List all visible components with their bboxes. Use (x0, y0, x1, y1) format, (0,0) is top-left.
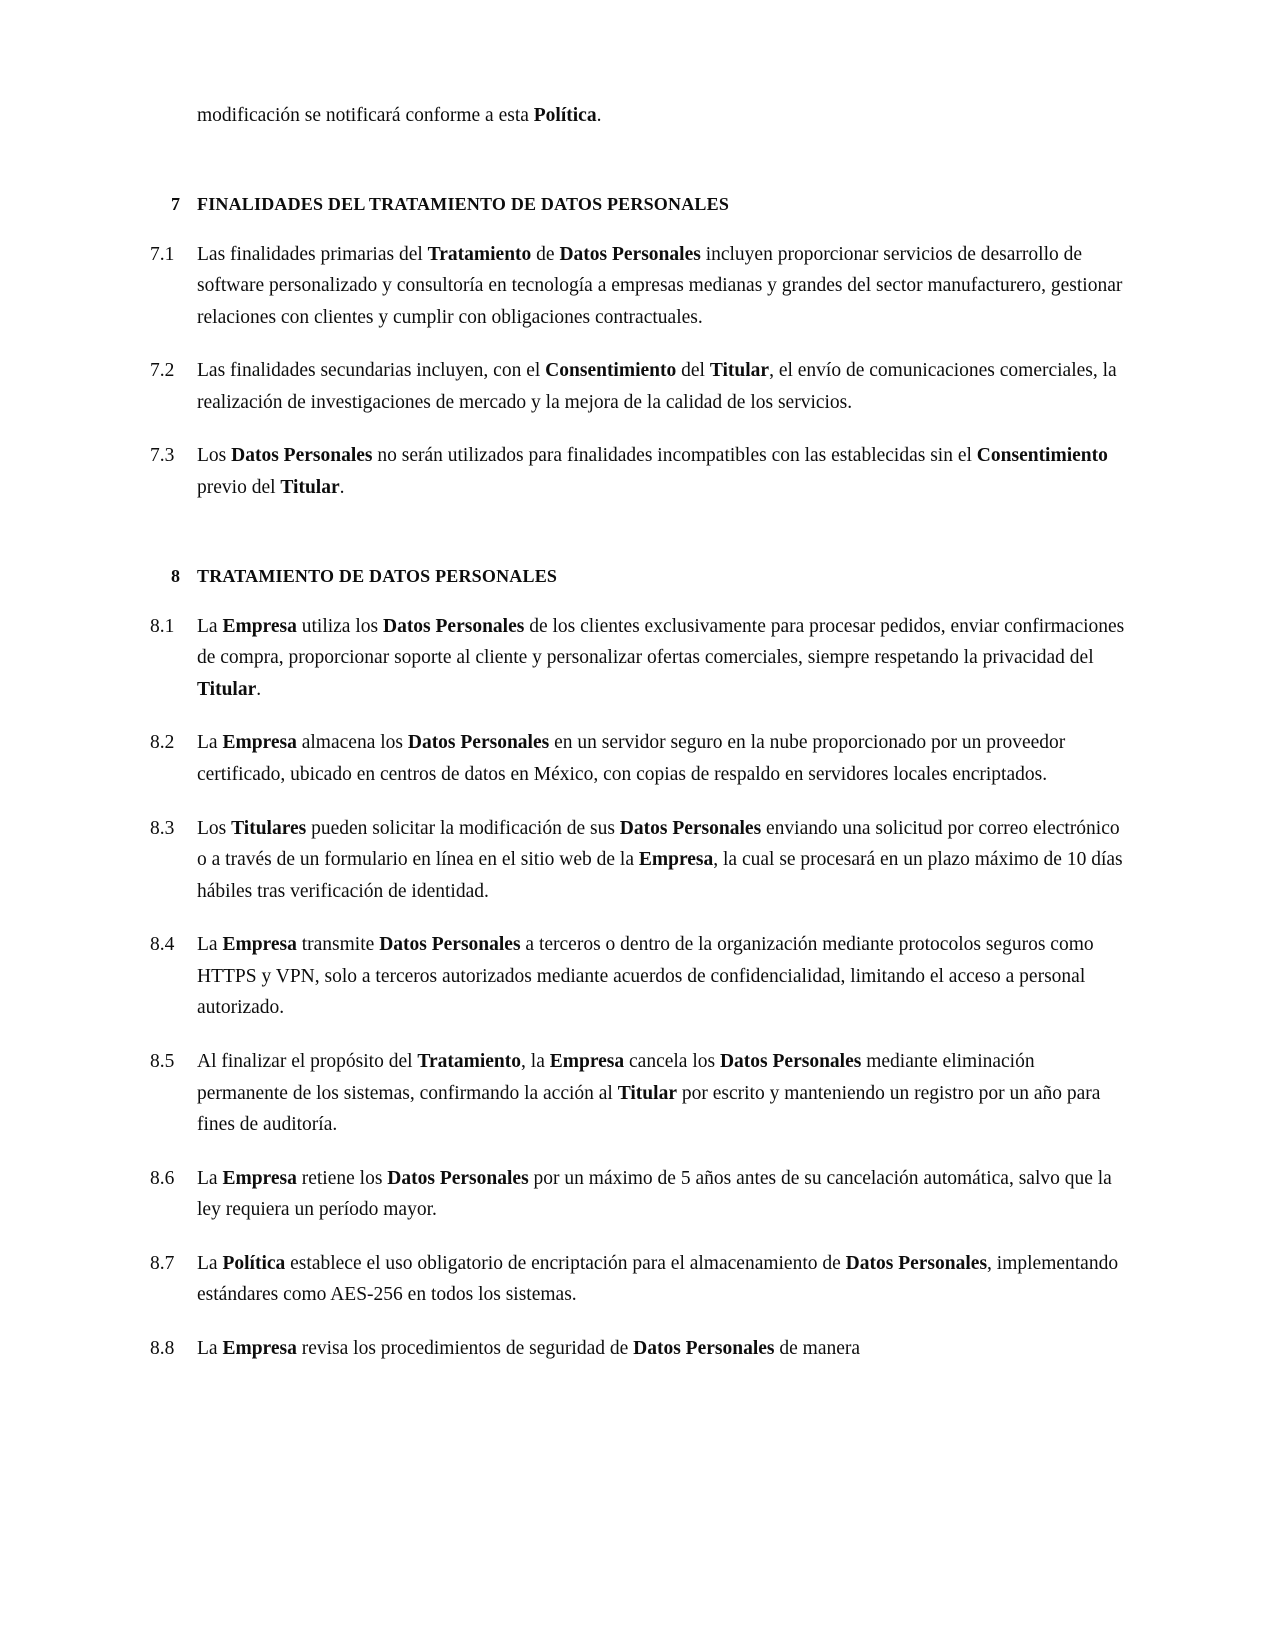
clause-number-7-3: 7.3 (150, 445, 175, 467)
spacer-after-heading-8 (150, 587, 1125, 611)
text-run: . (256, 678, 262, 700)
clause-number-7-2: 7.2 (150, 360, 175, 382)
text-run: almacena los (296, 732, 408, 754)
spacer-8-1 (150, 705, 1125, 727)
clause-7-1 (150, 239, 1125, 334)
clause-text-8-5 (197, 1046, 1125, 1141)
section-number-7: 7 (171, 193, 180, 214)
section-title-8: TRATAMIENTO DE DATOS PERSONALES (197, 565, 558, 586)
clause-7-2 (150, 355, 1125, 418)
text-run: Las finalidades secundarias incluyen, con el (197, 360, 546, 382)
clause-number-8-5: 8.5 (150, 1050, 175, 1072)
text-run: La (197, 1252, 223, 1274)
text-run: de (531, 243, 560, 265)
spacer-8-5 (150, 1141, 1125, 1163)
bold-term: Titular (197, 678, 257, 700)
spacer-8-3 (150, 907, 1125, 929)
text-run: establece el uso obligatorio de encriptación para el almacenamiento de (285, 1252, 846, 1274)
clause-text-8-4 (197, 929, 1125, 1024)
clause-number-8-8: 8.8 (150, 1338, 175, 1360)
clause-8-7 (150, 1248, 1125, 1311)
clause-8-3 (150, 813, 1125, 908)
text-run: . (339, 477, 345, 499)
text-run: , la cual se procesará en un plazo máximo de 10 días hábiles tras verificación de identidad. (197, 849, 1123, 902)
bold-term: Política (222, 1252, 286, 1274)
text-run: pueden solicitar la modificación de sus (306, 817, 620, 839)
clause-text-8-8 (197, 1333, 1125, 1365)
continuation-bold-term: Política (533, 105, 597, 126)
spacer-7-2 (150, 418, 1125, 440)
text-run: , la (521, 1050, 550, 1072)
text-run: Los (197, 817, 232, 839)
spacer-before-section-7 (150, 132, 1125, 194)
text-run: incluyen proporcionar servicios de desarrollo de software personalizado y consultoría en tecnología a empresas medianas y grandes del sector manufacturero, gestionar relaciones con clientes y cumplir con obligaciones contractuales. (197, 243, 1123, 328)
clause-text-7-3 (197, 440, 1125, 503)
text-run: transmite (296, 934, 380, 956)
bold-term: Titulares (231, 817, 307, 839)
bold-term: Titular (617, 1082, 677, 1104)
clause-number-8-7: 8.7 (150, 1252, 175, 1274)
section-number-8: 8 (171, 565, 180, 586)
bold-term: Empresa (549, 1050, 625, 1072)
bold-term: Empresa (222, 732, 297, 754)
text-run: La (197, 934, 223, 956)
text-run: a terceros o dentro de la organización mediante protocolos seguros como HTTPS y VPN, solo a terceros autorizados mediante acuerdos de confidencialidad, limitando el acceso a personal autorizado. (197, 934, 1094, 1019)
section-title-7: FINALIDADES DEL TRATAMIENTO DE DATOS PERSONALES (197, 193, 730, 214)
text-run: en un servidor seguro en la nube proporcionado por un proveedor certificado, ubicado en centros de datos en México, con copias de respaldo en servidores locales encriptados. (197, 732, 1066, 785)
clause-8-6 (150, 1163, 1125, 1226)
bold-term: Datos Personales (231, 445, 373, 467)
bold-term: Consentimiento (976, 445, 1108, 467)
clause-8-2 (150, 727, 1125, 790)
text-run: Las finalidades primarias del (197, 243, 428, 265)
spacer-8-4 (150, 1024, 1125, 1046)
continuation-text-after: . (596, 105, 602, 126)
text-run: retiene los (296, 1167, 388, 1189)
text-run: mediante eliminación permanente de los sistemas, confirmando la acción al (197, 1050, 1035, 1104)
clause-8-8 (150, 1333, 1125, 1365)
clause-8-1 (150, 611, 1125, 706)
spacer-8-7 (150, 1311, 1125, 1333)
text-run: Los (197, 445, 232, 467)
text-run: , implementando estándares como AES-256 en todos los sistemas. (197, 1252, 1119, 1306)
text-run: revisa los procedimientos de seguridad de (296, 1338, 634, 1360)
bold-term: Empresa (222, 1338, 297, 1360)
section-heading-8 (150, 566, 1125, 587)
text-run: cancela los (624, 1050, 720, 1072)
bold-term: Consentimiento (545, 360, 677, 382)
spacer-before-section-8 (150, 504, 1125, 566)
bold-term: Datos Personales (387, 1167, 529, 1189)
spacer-after-heading-7 (150, 215, 1125, 239)
text-run: La (197, 615, 223, 637)
clause-number-8-4: 8.4 (150, 934, 175, 956)
text-run: no serán utilizados para finalidades incompatibles con las establecidas sin el (372, 445, 977, 467)
clause-number-8-3: 8.3 (150, 817, 175, 839)
bold-term: Datos Personales (407, 732, 550, 754)
bold-term: Empresa (222, 934, 297, 956)
text-run: utiliza los (296, 615, 383, 637)
text-run: La (197, 1167, 223, 1189)
bold-term: Datos Personales (845, 1252, 988, 1274)
clause-8-4 (150, 929, 1125, 1024)
spacer-7-1 (150, 333, 1125, 355)
text-run: , el envío de comunicaciones comerciales, la realización de investigaciones de mercado y la mejora de la calidad de los servicios. (197, 360, 1117, 413)
text-run: de manera (774, 1338, 861, 1360)
bold-term: Empresa (222, 1167, 297, 1189)
clause-number-7-1: 7.1 (150, 243, 175, 265)
clause-text-7-1 (197, 239, 1125, 334)
section-heading-7 (150, 194, 1125, 215)
bold-term: Datos Personales (382, 615, 525, 637)
clause-7-3 (150, 440, 1125, 503)
text-run: previo del (197, 477, 281, 499)
bold-term: Datos Personales (379, 934, 521, 956)
text-run: Al finalizar el propósito del (197, 1050, 418, 1072)
clause-number-8-6: 8.6 (150, 1167, 175, 1189)
text-run: de los clientes exclusivamente para procesar pedidos, enviar confirmaciones de compra, proporcionar soporte al cliente y personalizar ofertas comerciales, siempre respetando la privacidad del (197, 615, 1125, 669)
clause-text-8-2 (197, 727, 1125, 790)
text-run: enviando una solicitud por correo electrónico o a través de un formulario en línea en el sitio web de la (197, 817, 1120, 871)
clause-8-5 (150, 1046, 1125, 1141)
bold-term: Datos Personales (719, 1050, 862, 1072)
text-run: por escrito y manteniendo un registro por un año para fines de auditoría. (197, 1082, 1101, 1136)
clause-text-8-7 (197, 1248, 1125, 1311)
bold-term: Titular (280, 477, 340, 499)
bold-term: Titular (709, 360, 770, 382)
clause-number-8-2: 8.2 (150, 732, 175, 754)
bold-term: Empresa (222, 615, 297, 637)
clause-text-8-1 (197, 611, 1125, 706)
clause-number-8-1: 8.1 (150, 615, 175, 637)
clause-text-8-3 (197, 813, 1125, 908)
text-run: La (197, 732, 223, 754)
continuation-text-before: modificación se notificará conforme a esta (197, 105, 534, 126)
bold-term: Datos Personales (633, 1338, 775, 1360)
text-run: La (197, 1338, 223, 1360)
bold-term: Datos Personales (619, 817, 762, 839)
clause-text-8-6 (197, 1163, 1125, 1226)
spacer-8-6 (150, 1226, 1125, 1248)
clause-text-7-2 (197, 355, 1125, 418)
text-run: por un máximo de 5 años antes de su cancelación automática, salvo que la ley requiera un período mayor. (197, 1167, 1112, 1221)
bold-term: Datos Personales (559, 243, 701, 265)
bold-term: Empresa (638, 849, 714, 871)
bold-term: Tratamiento (427, 243, 532, 265)
text-run: del (676, 360, 710, 382)
bold-term: Tratamiento (417, 1050, 522, 1072)
continuation-paragraph (197, 100, 1125, 132)
spacer-8-2 (150, 791, 1125, 813)
